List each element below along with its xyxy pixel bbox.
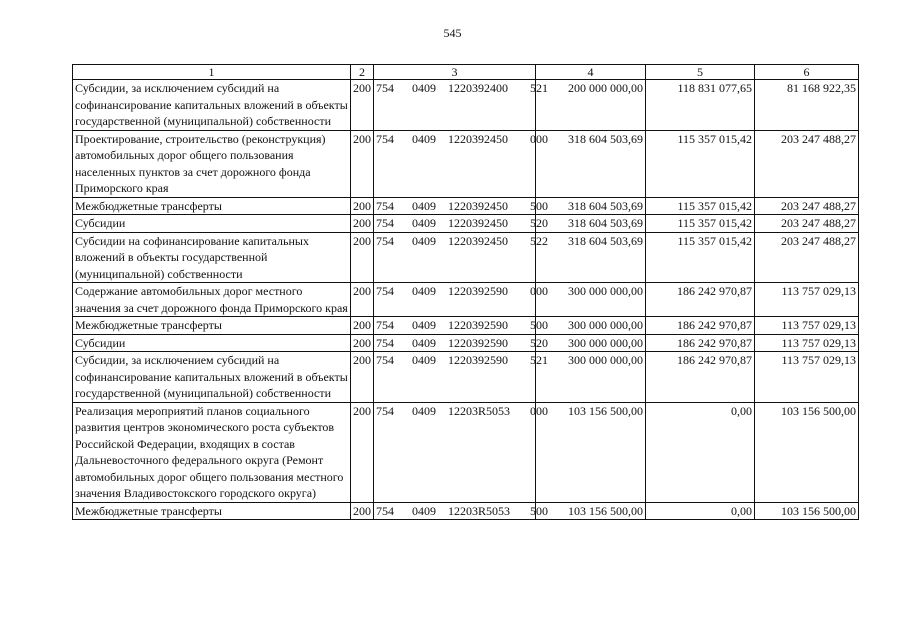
table-row [73,197,859,215]
row-name: Субсидии [73,334,351,352]
row-code [374,80,548,131]
row-value-5: 118 831 077,65 [646,80,755,131]
column-header-3: 3 [374,65,536,80]
code-section: 0409 [412,233,436,248]
table-row [73,334,859,352]
table-row [73,232,859,283]
code-section: 0409 [412,335,436,350]
row-ved: 200 [351,197,374,215]
column-header-1: 1 [73,65,351,80]
column-header-2: 2 [351,65,374,80]
code-target: 1220392400 [448,81,508,95]
code-target: 12203R5053 [448,403,511,418]
row-value-4: 103 156 500,00 [536,402,646,502]
budget-table [72,64,859,520]
row-value-5: 186 242 970,87 [646,317,755,335]
code-expense-type: 500 [530,318,548,332]
row-name: Субсидии, за исключением субсидий на софинансирование капитальных вложений в объекты государственной (муниципальной) собственности [73,352,351,403]
header-row [73,65,859,80]
row-value-5: 0,00 [646,402,755,502]
row-value-4: 300 000 000,00 [536,283,646,317]
row-name: Субсидии [73,215,351,233]
code-expense-type: 000 [530,403,548,418]
code-target: 1220392590 [448,353,508,367]
row-value-4: 318 604 503,69 [536,215,646,233]
code-gr: 754 [376,131,394,146]
row-value-5: 0,00 [646,502,755,520]
row-code [374,283,548,317]
code-gr: 754 [376,318,394,332]
row-value-6: 113 757 029,13 [755,283,859,317]
row-name: Проектирование, строительство (реконструкция) автомобильных дорог общего пользования населенных пунктов за счет дорожного фонда Приморского края [73,130,351,197]
code-gr: 754 [376,403,394,418]
row-ved: 200 [351,283,374,317]
code-expense-type: 521 [530,81,548,95]
row-value-6: 203 247 488,27 [755,232,859,283]
row-value-5: 115 357 015,42 [646,215,755,233]
code-target: 1220392590 [448,318,508,332]
column-header-4: 4 [536,65,646,80]
code-target: 1220392450 [448,233,508,248]
row-value-4: 103 156 500,00 [536,502,646,520]
row-value-5: 186 242 970,87 [646,283,755,317]
code-expense-type: 520 [530,216,548,230]
row-value-6: 113 757 029,13 [755,317,859,335]
code-target: 1220392590 [448,284,508,298]
row-ved: 200 [351,80,374,131]
row-value-4: 318 604 503,69 [536,232,646,283]
code-expense-type: 000 [530,284,548,298]
row-ved: 200 [351,130,374,197]
code-gr: 754 [376,81,394,95]
row-name: Субсидии на софинансирование капитальных вложений в объекты государственной (муниципальной) собственности [73,232,351,283]
row-name: Межбюджетные трансферты [73,197,351,215]
table-row [73,215,859,233]
row-value-5: 186 242 970,87 [646,352,755,403]
row-ved: 200 [351,502,374,520]
row-value-4: 300 000 000,00 [536,334,646,352]
row-name: Межбюджетные трансферты [73,317,351,335]
code-section: 0409 [412,403,436,418]
code-target: 12203R5053 [448,503,511,518]
code-gr: 754 [376,353,394,367]
code-target: 1220392450 [448,131,508,146]
row-name: Реализация мероприятий планов социального развития центров экономического роста субъектов Российской Федерации, входящих в состав Дальневосточного федерального округа (Ремонт автомобильных дорог общего пользования местного значения Владивостокского городского округа) [73,402,351,502]
row-value-6: 113 757 029,13 [755,352,859,403]
row-code [374,232,548,283]
row-ved: 200 [351,402,374,502]
row-value-6: 203 247 488,27 [755,130,859,197]
column-header-5: 5 [646,65,755,80]
code-section: 0409 [412,216,436,230]
code-section: 0409 [412,318,436,332]
row-value-5: 115 357 015,42 [646,232,755,283]
code-section: 0409 [412,503,436,518]
row-code [374,197,548,215]
code-section: 0409 [412,198,436,213]
row-code [374,402,548,502]
code-target: 1220392450 [448,198,508,213]
table-row [73,80,859,131]
row-value-6: 103 156 500,00 [755,502,859,520]
row-ved: 200 [351,232,374,283]
row-value-5: 186 242 970,87 [646,334,755,352]
row-ved: 200 [351,317,374,335]
code-gr: 754 [376,198,394,213]
code-expense-type: 000 [530,131,548,146]
row-value-4: 300 000 000,00 [536,317,646,335]
code-target: 1220392450 [448,216,508,230]
code-expense-type: 522 [530,233,548,248]
row-name: Межбюджетные трансферты [73,502,351,520]
row-code [374,334,548,352]
row-ved: 200 [351,352,374,403]
code-expense-type: 500 [530,503,548,518]
row-value-6: 203 247 488,27 [755,215,859,233]
code-section: 0409 [412,353,436,367]
table-row [73,283,859,317]
row-value-5: 115 357 015,42 [646,130,755,197]
table-row [73,502,859,520]
table-row [73,130,859,197]
code-section: 0409 [412,284,436,298]
row-code [374,352,548,403]
row-name: Содержание автомобильных дорог местного значения за счет дорожного фонда Приморского края [73,283,351,317]
row-code [374,130,548,197]
row-value-6: 103 156 500,00 [755,402,859,502]
row-value-4: 318 604 503,69 [536,197,646,215]
row-value-6: 203 247 488,27 [755,197,859,215]
code-expense-type: 500 [530,198,548,213]
code-expense-type: 520 [530,335,548,350]
row-code [374,502,548,520]
page-number: 545 [443,26,462,40]
row-code [374,215,548,233]
code-section: 0409 [412,81,436,95]
code-expense-type: 521 [530,353,548,367]
table-row [73,402,859,502]
code-gr: 754 [376,503,394,518]
row-ved: 200 [351,334,374,352]
row-code [374,317,548,335]
code-gr: 754 [376,284,394,298]
code-section: 0409 [412,131,436,146]
row-value-4: 318 604 503,69 [536,130,646,197]
table-row [73,317,859,335]
row-ved: 200 [351,215,374,233]
column-header-6: 6 [755,65,859,80]
row-value-4: 200 000 000,00 [536,80,646,131]
row-value-4: 300 000 000,00 [536,352,646,403]
code-target: 1220392590 [448,335,508,350]
row-name: Субсидии, за исключением субсидий на софинансирование капитальных вложений в объекты государственной (муниципальной) собственности [73,80,351,131]
table-row [73,352,859,403]
code-gr: 754 [376,216,394,230]
code-gr: 754 [376,233,394,248]
code-gr: 754 [376,335,394,350]
row-value-6: 113 757 029,13 [755,334,859,352]
row-value-6: 81 168 922,35 [755,80,859,131]
row-value-5: 115 357 015,42 [646,197,755,215]
